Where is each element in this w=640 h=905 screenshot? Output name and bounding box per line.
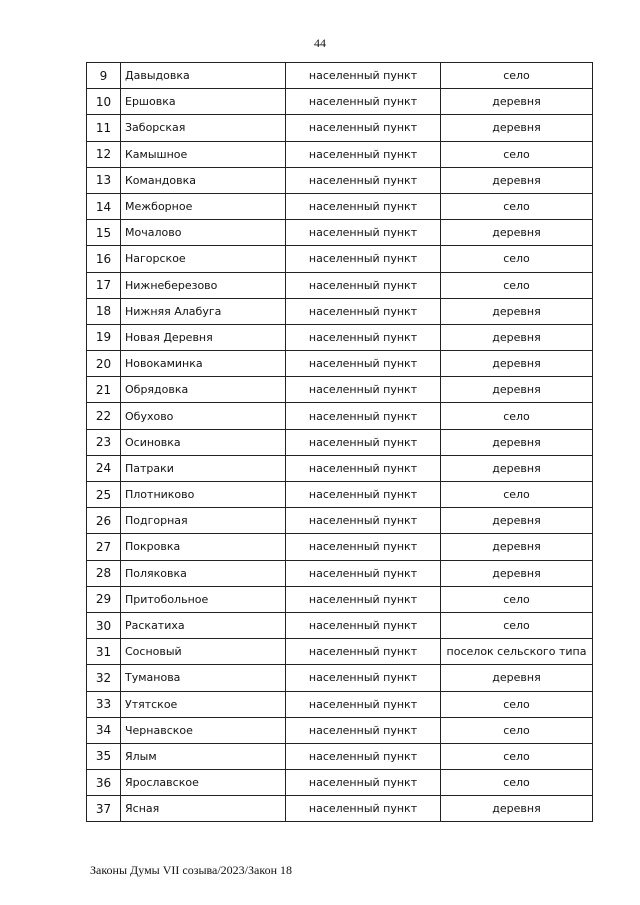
table-row (87, 482, 593, 508)
settlement-type: деревня (441, 455, 593, 481)
settlement-name: Патраки (121, 455, 286, 481)
settlement-name: Покровка (121, 534, 286, 560)
settlement-type: село (441, 586, 593, 612)
settlement-kind: населенный пункт (286, 665, 441, 691)
settlement-type: деревня (441, 167, 593, 193)
table-row (87, 586, 593, 612)
table-row (87, 717, 593, 743)
settlement-type: село (441, 717, 593, 743)
table-row (87, 298, 593, 324)
row-number: 20 (87, 351, 121, 377)
settlement-name: Межборное (121, 193, 286, 219)
settlement-name: Чернавское (121, 717, 286, 743)
settlement-name: Раскатиха (121, 612, 286, 638)
settlement-kind: населенный пункт (286, 508, 441, 534)
page-number: 44 (314, 36, 326, 50)
settlement-kind: населенный пункт (286, 298, 441, 324)
settlement-kind: населенный пункт (286, 377, 441, 403)
settlement-name: Заборская (121, 115, 286, 141)
settlement-type: село (441, 743, 593, 769)
settlement-name: Сосновый (121, 639, 286, 665)
settlement-type: село (441, 63, 593, 89)
settlement-name: Ершовка (121, 89, 286, 115)
row-number: 25 (87, 482, 121, 508)
settlement-kind: населенный пункт (286, 403, 441, 429)
table-row (87, 89, 593, 115)
table-row (87, 665, 593, 691)
settlement-kind: населенный пункт (286, 89, 441, 115)
settlement-name: Ясная (121, 796, 286, 822)
document-footer: Законы Думы VII созыва/2023/Закон 18 (90, 863, 292, 877)
settlement-kind: населенный пункт (286, 770, 441, 796)
row-number: 30 (87, 612, 121, 638)
settlement-type: поселок сельского типа (441, 639, 593, 665)
settlement-kind: населенный пункт (286, 193, 441, 219)
row-number: 14 (87, 193, 121, 219)
settlement-type: село (441, 770, 593, 796)
settlement-kind: населенный пункт (286, 482, 441, 508)
table-row (87, 377, 593, 403)
settlement-name: Обрядовка (121, 377, 286, 403)
settlement-name: Осиновка (121, 429, 286, 455)
settlement-kind: населенный пункт (286, 272, 441, 298)
settlement-kind: населенный пункт (286, 246, 441, 272)
settlement-name: Туманова (121, 665, 286, 691)
settlement-name: Новокаминка (121, 351, 286, 377)
row-number: 12 (87, 141, 121, 167)
row-number: 31 (87, 639, 121, 665)
settlement-kind: населенный пункт (286, 691, 441, 717)
table-row (87, 246, 593, 272)
row-number: 10 (87, 89, 121, 115)
settlement-type: деревня (441, 115, 593, 141)
settlement-type: деревня (441, 560, 593, 586)
row-number: 11 (87, 115, 121, 141)
row-number: 22 (87, 403, 121, 429)
settlement-type: деревня (441, 429, 593, 455)
table-row (87, 167, 593, 193)
table-row (87, 115, 593, 141)
table-row (87, 743, 593, 769)
settlement-name: Плотниково (121, 482, 286, 508)
table-row (87, 324, 593, 350)
settlement-type: деревня (441, 534, 593, 560)
settlement-type: село (441, 246, 593, 272)
table-row (87, 770, 593, 796)
row-number: 26 (87, 508, 121, 534)
row-number: 16 (87, 246, 121, 272)
settlement-name: Новая Деревня (121, 324, 286, 350)
settlement-kind: населенный пункт (286, 534, 441, 560)
settlement-kind: населенный пункт (286, 351, 441, 377)
settlement-name: Нижнеберезово (121, 272, 286, 298)
settlement-type: село (441, 482, 593, 508)
settlement-name: Ялым (121, 743, 286, 769)
settlement-name: Подгорная (121, 508, 286, 534)
settlement-type: село (441, 612, 593, 638)
settlement-kind: населенный пункт (286, 796, 441, 822)
table-row (87, 455, 593, 481)
table-row (87, 691, 593, 717)
settlement-type: село (441, 403, 593, 429)
settlement-kind: населенный пункт (286, 324, 441, 350)
table-row (87, 639, 593, 665)
table-row (87, 193, 593, 219)
table-row (87, 429, 593, 455)
settlement-kind: населенный пункт (286, 560, 441, 586)
settlement-type: село (441, 272, 593, 298)
settlement-type: деревня (441, 324, 593, 350)
table-row (87, 534, 593, 560)
settlement-kind: населенный пункт (286, 115, 441, 141)
settlement-type: деревня (441, 796, 593, 822)
row-number: 34 (87, 717, 121, 743)
settlement-kind: населенный пункт (286, 63, 441, 89)
row-number: 35 (87, 743, 121, 769)
settlement-kind: населенный пункт (286, 586, 441, 612)
settlement-name: Командовка (121, 167, 286, 193)
row-number: 9 (87, 63, 121, 89)
settlements-table-body (87, 63, 593, 822)
settlements-table (86, 62, 593, 822)
row-number: 13 (87, 167, 121, 193)
settlement-name: Давыдовка (121, 63, 286, 89)
row-number: 19 (87, 324, 121, 350)
table-row (87, 560, 593, 586)
settlement-name: Мочалово (121, 220, 286, 246)
settlement-type: деревня (441, 298, 593, 324)
row-number: 28 (87, 560, 121, 586)
settlement-type: деревня (441, 351, 593, 377)
row-number: 17 (87, 272, 121, 298)
table-row (87, 351, 593, 377)
settlement-name: Обухово (121, 403, 286, 429)
row-number: 24 (87, 455, 121, 481)
row-number: 23 (87, 429, 121, 455)
table-row (87, 63, 593, 89)
settlement-type: деревня (441, 508, 593, 534)
row-number: 37 (87, 796, 121, 822)
settlement-type: село (441, 141, 593, 167)
settlement-type: деревня (441, 220, 593, 246)
settlement-type: деревня (441, 377, 593, 403)
settlement-name: Утятское (121, 691, 286, 717)
settlement-kind: населенный пункт (286, 429, 441, 455)
row-number: 36 (87, 770, 121, 796)
row-number: 18 (87, 298, 121, 324)
row-number: 33 (87, 691, 121, 717)
table-row (87, 141, 593, 167)
table-row (87, 612, 593, 638)
row-number: 21 (87, 377, 121, 403)
settlement-name: Нагорское (121, 246, 286, 272)
table-row (87, 272, 593, 298)
settlement-name: Нижняя Алабуга (121, 298, 286, 324)
settlement-type: село (441, 691, 593, 717)
row-number: 29 (87, 586, 121, 612)
settlement-kind: населенный пункт (286, 612, 441, 638)
row-number: 27 (87, 534, 121, 560)
row-number: 15 (87, 220, 121, 246)
settlement-kind: населенный пункт (286, 639, 441, 665)
settlement-name: Притобольное (121, 586, 286, 612)
settlement-kind: населенный пункт (286, 141, 441, 167)
settlement-kind: населенный пункт (286, 167, 441, 193)
settlement-kind: населенный пункт (286, 455, 441, 481)
settlement-type: деревня (441, 89, 593, 115)
table-row (87, 796, 593, 822)
row-number: 32 (87, 665, 121, 691)
settlement-name: Ярославское (121, 770, 286, 796)
settlement-kind: населенный пункт (286, 220, 441, 246)
settlement-name: Камышное (121, 141, 286, 167)
table-row (87, 403, 593, 429)
settlement-kind: населенный пункт (286, 743, 441, 769)
settlement-type: село (441, 193, 593, 219)
settlement-name: Поляковка (121, 560, 286, 586)
settlement-kind: населенный пункт (286, 717, 441, 743)
table-row (87, 508, 593, 534)
settlement-type: деревня (441, 665, 593, 691)
table-row (87, 220, 593, 246)
